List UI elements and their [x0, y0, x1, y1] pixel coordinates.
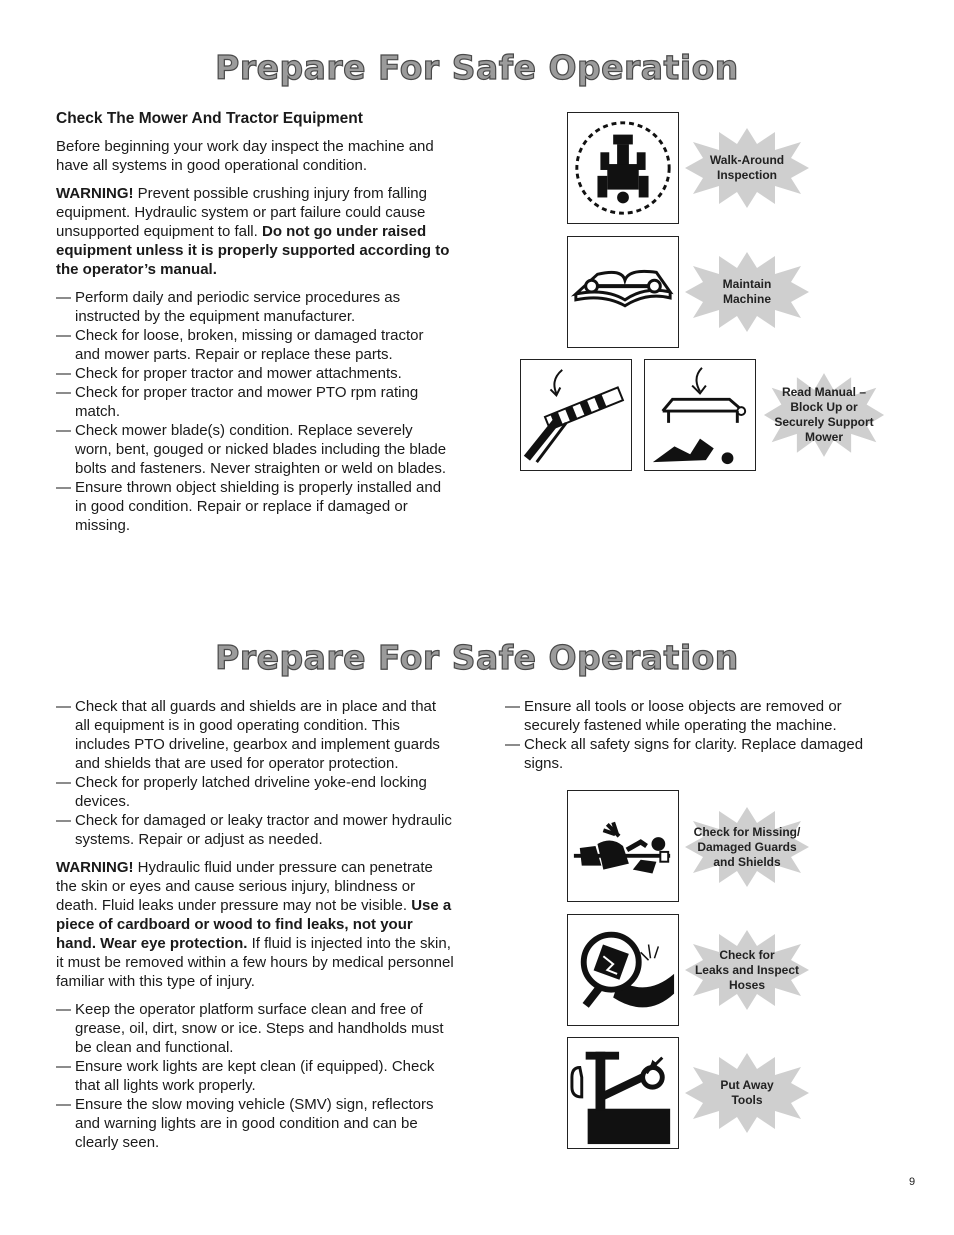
- driveline-entanglement-icon: [567, 790, 679, 902]
- walkaround-label-burst: [683, 126, 811, 210]
- list-item: — Ensure work lights are kept clean (if equipped). Check that all lights work properly.: [56, 1057, 454, 1095]
- list-item: — Check for proper tractor and mower attachments.: [56, 364, 450, 383]
- warning-label: WARNING!: [56, 185, 134, 202]
- manual-wrench-icon: [567, 236, 679, 348]
- guards-label-burst: [683, 805, 811, 889]
- leaks-label-burst: [683, 928, 811, 1012]
- warning-text: Prevent possible crushing injury from falling equipment. Hydraulic system or part failure could cause unsupported equipment to fall.: [56, 185, 427, 240]
- support-block-icon: [520, 359, 632, 471]
- list-item: — Check mower blade(s) condition. Replace severely worn, bent, gouged or nicked blades including the blade bolts and fasteners. Never straighten or weld on blades.: [56, 421, 450, 478]
- maintain-label-burst: [683, 250, 811, 334]
- callout-label: Put Away Tools: [720, 1078, 774, 1107]
- tractor-walkaround-icon: [567, 112, 679, 224]
- section1-text: [56, 109, 450, 544]
- warning-bold-text: Do not go under raised equipment unless it is properly supported according to the operator’s manual.: [56, 223, 450, 278]
- section-subhead: Check The Mower And Tractor Equipment: [56, 110, 363, 127]
- crush-hazard-icon: [644, 359, 756, 471]
- callout-label: Check for Missing/ Damaged Guards and Shields: [693, 824, 801, 869]
- warning-text-2: If fluid is injected into the skin, it must be removed within a few hours by medical personnel familiar with this type of injury.: [56, 935, 454, 990]
- tools-label-burst: [683, 1051, 811, 1135]
- list-item: — Check for loose, broken, missing or damaged tractor and mower parts. Repair or replace these parts.: [56, 326, 450, 364]
- magnifier-hose-icon: [567, 914, 679, 1026]
- list-item: — Check all safety signs for clarity. Replace damaged signs.: [505, 735, 890, 773]
- section2-left-text: [56, 697, 454, 1161]
- list-item: — Ensure the slow moving vehicle (SMV) sign, reflectors and warning lights are in good condition and can be clearly seen.: [56, 1095, 454, 1152]
- section2-right-text: [505, 697, 890, 782]
- warning-paragraph: [56, 184, 450, 279]
- page-number: 9: [909, 1176, 916, 1188]
- check-list: [56, 1000, 454, 1152]
- intro-paragraph: Before beginning your work day inspect the machine and have all systems in good operational condition.: [56, 138, 434, 174]
- support-label-burst: [762, 371, 886, 459]
- callout-label: Read Manual – Block Up or Securely Support Mower: [774, 385, 874, 444]
- list-item: — Ensure all tools or loose objects are removed or securely fastened while operating the machine.: [505, 697, 890, 735]
- check-list: [56, 288, 450, 535]
- callout-label: Maintain Machine: [722, 277, 772, 306]
- page-title: Prepare For Safe Operation: [215, 48, 739, 87]
- check-list: [56, 697, 454, 849]
- callout-label: Check for Leaks and Inspect Hoses: [694, 947, 800, 992]
- list-item: — Keep the operator platform surface clean and free of grease, oil, dirt, snow or ice. Steps and handholds must be clean and functional.: [56, 1000, 454, 1057]
- callout-label: Walk-Around Inspection: [709, 153, 785, 182]
- warning-bold-text: Use a piece of cardboard or wood to find leaks, not your hand. Wear eye protection.: [56, 897, 452, 952]
- toolbox-icon: [567, 1037, 679, 1149]
- list-item: — Check for properly latched driveline yoke-end locking devices.: [56, 773, 454, 811]
- list-item: — Ensure thrown object shielding is properly installed and in good condition. Repair or replace if damaged or missing.: [56, 478, 450, 535]
- warning-text: Hydraulic fluid under pressure can penetrate the skin or eyes and cause serious injury, blindness or death. Fluid leaks under pressure may not be visible.: [56, 859, 433, 914]
- check-list: [505, 697, 890, 773]
- list-item: — Check for damaged or leaky tractor and mower hydraulic systems. Repair or adjust as needed.: [56, 811, 454, 849]
- list-item: — Perform daily and periodic service procedures as instructed by the equipment manufacturer.: [56, 288, 450, 326]
- page-title-2: Prepare For Safe Operation: [215, 638, 739, 677]
- warning-paragraph: [56, 858, 454, 991]
- warning-label: WARNING!: [56, 859, 134, 876]
- list-item: — Check for proper tractor and mower PTO rpm rating match.: [56, 383, 450, 421]
- list-item: — Check that all guards and shields are in place and that all equipment is in good operating condition. This includes PTO driveline, gearbox and implement guards and shields that are used for operator protection.: [56, 697, 454, 773]
